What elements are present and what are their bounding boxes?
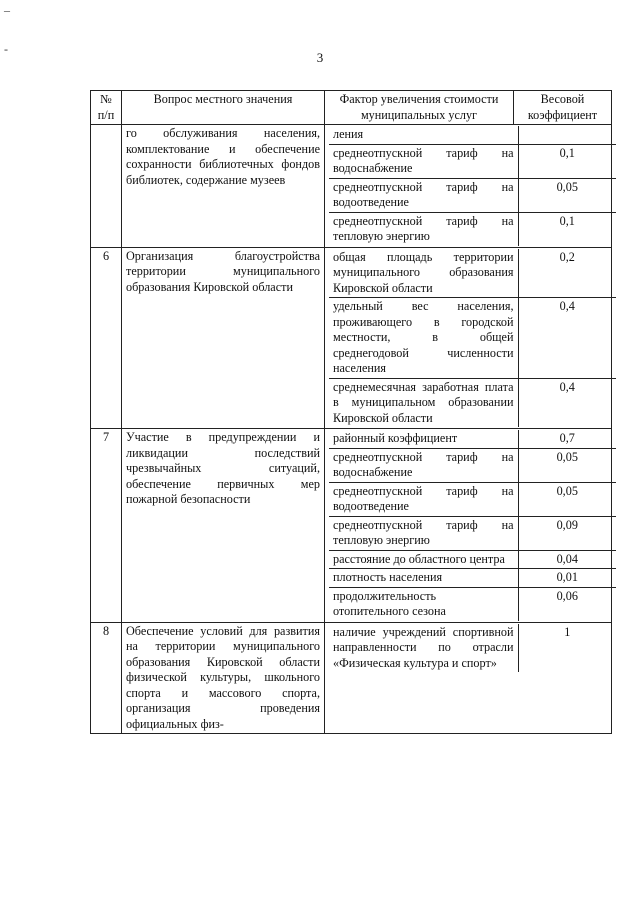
table-body	[91, 125, 612, 734]
factor-row	[329, 126, 616, 144]
factor-cell: среднеотпускной тариф на водоснабжение	[329, 144, 518, 178]
factor-cell: среднеотпускной тариф на водоотведение	[329, 178, 518, 212]
factor-cell: среднеотпускной тариф на тепловую энергию	[329, 212, 518, 246]
weight-cell: 0,4	[559, 379, 575, 394]
factor-cell: удельный вес населения, проживающего в городской местности, в общей среднегодовой численности населения	[329, 298, 518, 379]
table-header-row	[91, 91, 612, 125]
row-number: 6	[91, 247, 122, 429]
factor-row	[329, 550, 616, 569]
factors-table	[329, 624, 616, 673]
question-cell: Организация благоустройства территории муниципального образования Кировской области	[122, 247, 325, 429]
question-cell: Участие в предупреждении и ликвидации последствий чрезвычайных ситуаций, обеспечение первичных мер пожарной безопасности	[122, 429, 325, 623]
weight-cell: 0,09	[518, 516, 616, 550]
factor-row	[329, 430, 616, 448]
factors-cell	[325, 429, 612, 623]
factor-row	[329, 378, 616, 427]
row-number	[91, 125, 122, 248]
factor-cell: расстояние до областного центра	[329, 550, 518, 569]
factor-cell: ления	[329, 126, 518, 144]
weight-cell: 0,4	[518, 298, 616, 379]
header-weight: Весовой коэффициент	[514, 91, 612, 125]
header-num: № п/п	[91, 91, 122, 125]
coefficients-table	[90, 90, 612, 734]
factor-row	[329, 587, 616, 621]
factor-cell: среднеотпускной тариф на водоотведение	[329, 482, 518, 516]
page-number: 3	[316, 50, 324, 65]
weight-cell: 0,1	[559, 213, 575, 228]
factor-cell: районный коэффициент	[329, 430, 518, 448]
factor-cell: продолжительность отопительного сезона	[329, 587, 518, 621]
factor-row	[329, 482, 616, 516]
question-cell: го обслуживания населения, комплектование и обеспечение сохранности библиотечных фондов библиотек, содержание музеев	[122, 125, 325, 248]
weight-cell: 0,05	[518, 482, 616, 516]
row-number: 7	[91, 429, 122, 623]
factor-row	[329, 178, 616, 212]
row-number: 8	[91, 622, 122, 734]
weight-cell: 0,7	[518, 430, 616, 448]
header-factor: Фактор увеличения стоимости муниципальных услуг	[325, 91, 514, 125]
factor-row	[329, 249, 616, 298]
factor-cell: среднемесячная заработная плата в муниципальном образовании Кировской области	[329, 378, 518, 427]
table-row	[91, 622, 612, 734]
margin-mark: -	[4, 42, 8, 56]
weight-cell: 0,05	[518, 178, 616, 212]
factor-row	[329, 448, 616, 482]
factors-cell	[325, 125, 612, 248]
factors-table	[329, 126, 616, 246]
header-question: Вопрос местного значения	[122, 91, 325, 125]
table-row	[91, 125, 612, 248]
weight-cell: 0,2	[518, 249, 616, 298]
margin-mark: –	[4, 3, 10, 17]
factor-row	[329, 516, 616, 550]
factor-row	[329, 298, 616, 379]
factors-table	[329, 249, 616, 428]
factor-row	[329, 624, 616, 673]
factor-row	[329, 212, 616, 246]
table-row	[91, 429, 612, 623]
factor-cell: среднеотпускной тариф на тепловую энергию	[329, 516, 518, 550]
factor-cell: общая площадь территории муниципального образования Кировской области	[329, 249, 518, 298]
factor-cell: среднеотпускной тариф на водоснабжение	[329, 448, 518, 482]
factors-cell	[325, 622, 612, 734]
factor-row	[329, 144, 616, 178]
weight-cell: 0,05	[518, 448, 616, 482]
question-cell: Обеспечение условий для развития на территории муниципального образования Кировской области физической культуры, школьного спорта и массового спорта, организация проведения официальных физ-	[122, 622, 325, 734]
weight-cell: 0,04	[518, 550, 616, 569]
weight-cell: 1	[564, 624, 571, 639]
weight-cell: 0,01	[518, 569, 616, 588]
factors-table	[329, 430, 616, 621]
weight-cell: 0,06	[556, 588, 578, 603]
factor-row	[329, 569, 616, 588]
factor-cell: плотность населения	[329, 569, 518, 588]
table-row	[91, 247, 612, 429]
weight-cell: 0,1	[518, 144, 616, 178]
factor-cell: наличие учреждений спортивной направленности по отрасли «Физическая культура и спорт»	[329, 624, 518, 673]
factors-cell	[325, 247, 612, 429]
weight-cell	[518, 126, 616, 144]
